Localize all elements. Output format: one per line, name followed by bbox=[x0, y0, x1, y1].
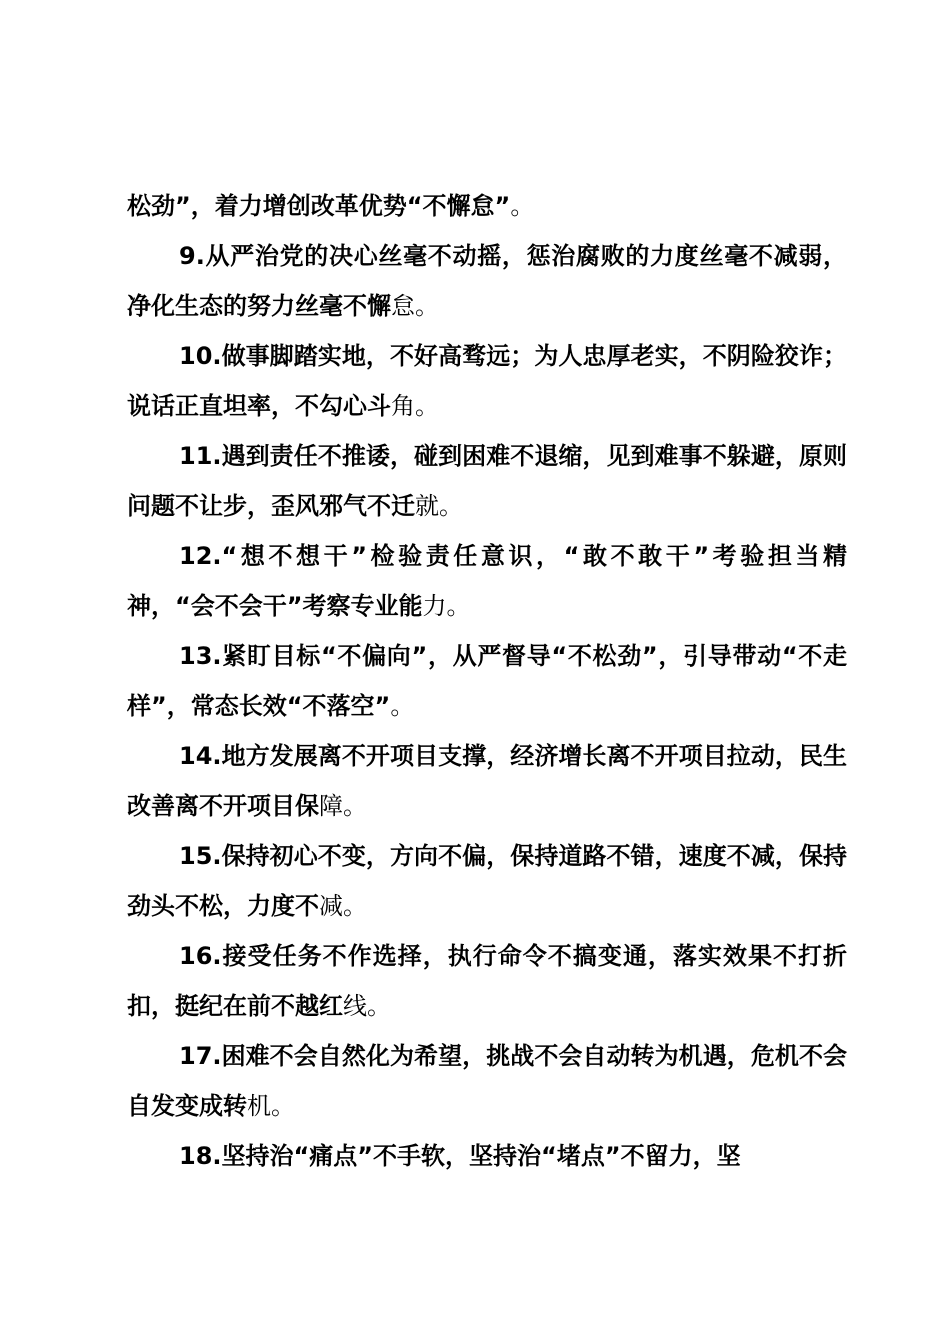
paragraph-item-17 bbox=[127, 1031, 847, 1131]
paragraph-item-14 bbox=[127, 731, 847, 831]
paragraph-item-12 bbox=[127, 531, 847, 631]
paragraph-text: 13.紧盯目标“不偏向”，从严督导“不松劲”，引导带动“不走样”，常态长效“不落空” bbox=[127, 642, 847, 720]
paragraph-text: 11.遇到责任不推诿，碰到困难不退缩，见到难事不躲避，原则问题不让步，歪风邪气不迁 bbox=[127, 442, 847, 520]
paragraph-tail: 角。 bbox=[391, 392, 439, 420]
paragraph-tail: 就。 bbox=[415, 492, 463, 520]
paragraph-item-10 bbox=[127, 331, 847, 431]
paragraph-text: 17.困难不会自然化为希望，挑战不会自动转为机遇，危机不会自发变成转 bbox=[127, 1042, 847, 1120]
paragraph-text: 9.从严治党的决心丝毫不动摇，惩治腐败的力度丝毫不减弱，净化生态的努力丝毫不懈 bbox=[127, 242, 847, 320]
paragraph-text: 18.坚持治“痛点”不手软，坚持治“堵点”不留力，坚 bbox=[179, 1142, 741, 1170]
paragraph-item-18 bbox=[127, 1131, 847, 1181]
paragraph-tail: 。 bbox=[390, 692, 415, 720]
paragraph-tail: 障。 bbox=[319, 792, 367, 820]
paragraph-text: 12.“想不想干”检验责任意识，“敢不敢干”考验担当精神，“会不会干”考察专业能 bbox=[127, 542, 847, 620]
paragraph-tail: 。 bbox=[510, 192, 535, 220]
paragraph-tail: 怠。 bbox=[391, 292, 439, 320]
paragraph-item-16 bbox=[127, 931, 847, 1031]
paragraph-text: 10.做事脚踏实地，不好高骛远；为人忠厚老实，不阴险狡诈；说话正直坦率，不勾心斗 bbox=[127, 342, 847, 420]
paragraph-tail: 线。 bbox=[343, 992, 391, 1020]
paragraph-text: 16.接受任务不作选择，执行命令不搞变通，落实效果不打折扣，挺纪在前不越红 bbox=[127, 942, 847, 1020]
paragraph-tail: 机。 bbox=[247, 1092, 295, 1120]
paragraph-text: 松劲”，着力增创改革优势“不懈怠” bbox=[127, 192, 511, 220]
paragraph-tail: 力。 bbox=[422, 592, 471, 620]
paragraph-text: 15.保持初心不变，方向不偏，保持道路不错，速度不减，保持劲头不松，力度不 bbox=[127, 842, 847, 920]
paragraph-continuation bbox=[127, 181, 847, 231]
paragraph-item-11 bbox=[127, 431, 847, 531]
paragraph-text: 14.地方发展离不开项目支撑，经济增长离不开项目拉动，民生改善离不开项目保 bbox=[127, 742, 847, 820]
paragraph-item-15 bbox=[127, 831, 847, 931]
paragraph-item-13 bbox=[127, 631, 847, 731]
paragraph-item-9 bbox=[127, 231, 847, 331]
paragraph-tail: 减。 bbox=[319, 892, 367, 920]
document-body bbox=[127, 181, 847, 1181]
